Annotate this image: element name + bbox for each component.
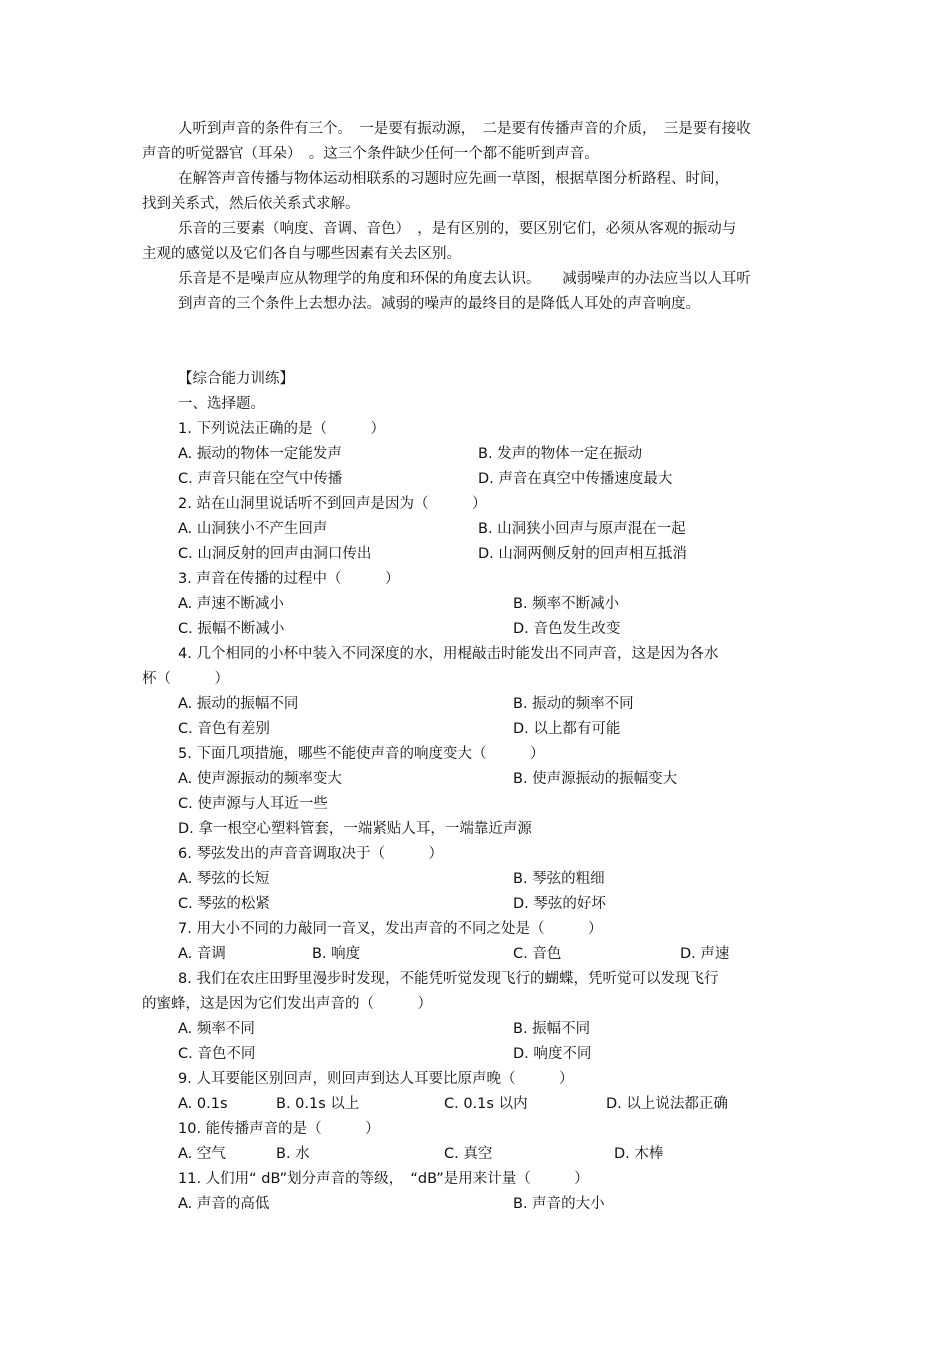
intro-line-6: 主观的感觉以及它们各自与哪些因素有关去区别。 [142,246,461,262]
question-4-stem: 4. 几个相同的小杯中装入不同深度的水，用棍敲击时能发出不同声音，这是因为各水 [178,646,719,662]
question-8-option-d: D. 响度不同 [513,1046,592,1062]
question-8-option-b: B. 振幅不同 [513,1021,591,1037]
question-3-stem: 3. 声音在传播的过程中（ ） [178,571,400,587]
question-1-stem: 1. 下列说法正确的是（ ） [178,421,385,437]
question-5-option-d: D. 拿一根空心塑料管套，一端紧贴人耳，一端靠近声源 [178,821,532,837]
question-9-option-d: D. 以上说法都正确 [606,1096,728,1112]
intro-line-2: 声音的听觉器官（耳朵） 。这三个条件缺少任何一个都不能听到声音。 [142,146,599,162]
question-6-stem: 6. 琴弦发出的声音音调取决于（ ） [178,846,443,862]
intro-line-5: 乐音的三要素（响度、音调、音色） ，是有区别的，要区别它们，必须从客观的振动与 [178,221,737,237]
question-4-option-b: B. 振动的频率不同 [513,696,634,712]
question-4-option-c: C. 音色有差别 [178,721,270,737]
question-8-stem: 8. 我们在农庄田野里漫步时发现，不能凭听觉发现飞行的蝴蝶，凭听觉可以发现飞行 [178,971,719,987]
question-2-option-a: A. 山洞狭小不产生回声 [178,521,328,537]
intro-line-7: 乐音是不是噪声应从物理学的角度和环保的角度去认识。 减弱噪声的办法应当以人耳听 [178,271,751,287]
section-title: 【综合能力训练】 [178,371,294,387]
question-4-option-d: D. 以上都有可能 [513,721,621,737]
question-1-option-d: D. 声音在真空中传播速度最大 [478,471,673,487]
question-1-option-b: B. 发声的物体一定在振动 [478,446,643,462]
question-10-option-b: B. 水 [276,1146,310,1162]
question-2-option-b: B. 山洞狭小回声与原声混在一起 [478,521,686,537]
question-3-option-d: D. 音色发生改变 [513,621,621,637]
question-6-option-b: B. 琴弦的粗细 [513,871,605,887]
question-9-option-c: C. 0.1s 以内 [444,1096,528,1112]
question-8-stem-continued: 的蜜蜂，这是因为它们发出声音的（ ） [142,996,432,1012]
question-7-option-c: C. 音色 [513,946,562,962]
question-9-option-a: A. 0.1s [178,1096,228,1112]
question-10-option-a: A. 空气 [178,1146,226,1162]
intro-line-8: 到声音的三个条件上去想办法。减弱的噪声的最终目的是降低人耳处的声音响度。 [178,296,700,312]
question-4-stem-continued: 杯（ ） [142,671,229,687]
intro-line-3: 在解答声音传播与物体运动相联系的习题时应先画一草图，根据草图分析路程、时间， [178,171,729,187]
question-3-option-a: A. 声速不断减小 [178,596,284,612]
question-5-option-c: C. 使声源与人耳近一些 [178,796,328,812]
question-2-option-c: C. 山洞反射的回声由洞口传出 [178,546,372,562]
question-7-option-d: D. 声速 [680,946,730,962]
question-9-stem: 9. 人耳要能区别回声，则回声到达人耳要比原声晚（ ） [178,1071,574,1087]
question-5-stem: 5. 下面几项措施，哪些不能使声音的响度变大（ ） [178,746,545,762]
question-3-option-c: C. 振幅不断减小 [178,621,285,637]
question-5-option-b: B. 使声源振动的振幅变大 [513,771,678,787]
question-7-option-b: B. 响度 [312,946,361,962]
question-10-option-d: D. 木棒 [614,1146,664,1162]
question-8-option-a: A. 频率不同 [178,1021,255,1037]
intro-line-1: 人听到声音的条件有三个。 一是要有振动源， 二是要有传播声音的介质， 三是要有接收 [178,121,751,137]
question-6-option-d: D. 琴弦的好坏 [513,896,606,912]
question-8-option-c: C. 音色不同 [178,1046,256,1062]
question-6-option-a: A. 琴弦的长短 [178,871,270,887]
question-10-option-c: C. 真空 [444,1146,493,1162]
part-title: 一、选择题。 [178,396,265,412]
question-7-option-a: A. 音调 [178,946,226,962]
question-1-option-c: C. 声音只能在空气中传播 [178,471,343,487]
question-5-option-a: A. 使声源振动的频率变大 [178,771,342,787]
question-11-option-b: B. 声音的大小 [513,1196,605,1212]
question-4-option-a: A. 振动的振幅不同 [178,696,299,712]
question-10-stem: 10. 能传播声音的是（ ） [178,1121,380,1137]
question-3-option-b: B. 频率不断减小 [513,596,620,612]
question-2-option-d: D. 山洞两侧反射的回声相互抵消 [478,546,687,562]
question-2-stem: 2. 站在山洞里说话听不到回声是因为（ ） [178,496,487,512]
question-6-option-c: C. 琴弦的松紧 [178,896,270,912]
question-7-stem: 7. 用大小不同的力敲同一音叉，发出声音的不同之处是（ ） [178,921,603,937]
intro-line-4: 找到关系式，然后依关系式求解。 [142,196,360,212]
question-11-stem: 11. 人们用“ dB”划分声音的等级， “dB”是用来计量（ ） [178,1171,589,1187]
question-9-option-b: B. 0.1s 以上 [276,1096,360,1112]
question-1-option-a: A. 振动的物体一定能发声 [178,446,342,462]
question-11-option-a: A. 声音的高低 [178,1196,270,1212]
